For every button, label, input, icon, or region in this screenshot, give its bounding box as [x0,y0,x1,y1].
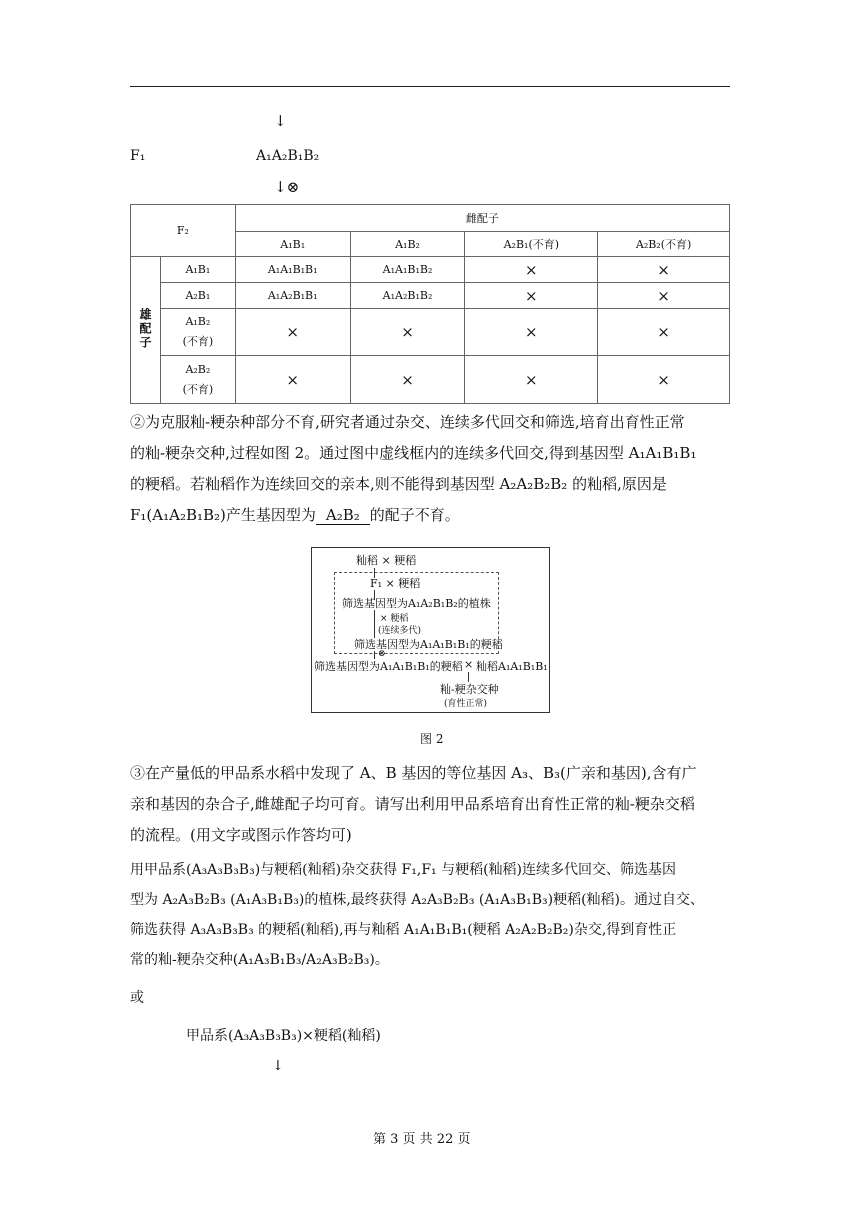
answer-line: 用甲品系(A₃A₃B₃B₃)与粳稻(籼稻)杂交获得 F₁,F₁ 与粳稻(籼稻)连续多代回交、筛选基因 [130,862,677,878]
fig-text: 筛选基因型为A₁A₂B₁B₂的植株 [342,597,491,610]
arrow-down: ↓ [272,1058,284,1074]
f1-label: F₁ [130,148,146,164]
q2-line: 的粳稻。若籼稻作为连续回交的亲本,则不能得到基因型 A₂A₂B₂B₂ 的籼稻,原因是 [130,475,667,493]
page-footer: 第 3 页 共 22 页 [373,1132,471,1147]
table-cell: A₁A₁B₁B₁ [235,257,350,283]
figure-caption: 图 2 [420,732,444,746]
col-header: A₂B₁(不育) [465,232,598,257]
row-header: A₁B₂ (不育) [160,309,235,356]
table-cell: A₁A₂B₁B₂ [350,283,465,309]
q3-line: 亲和基因的杂合子,雌雄配子均可育。请写出利用甲品系培育出育性正常的籼-粳杂交稻 [130,795,695,813]
f2-corner: F₂ [131,205,236,257]
fig-text: 筛选基因型为A₁A₁B₁B₁的粳稻 [314,660,463,673]
fig-text: (连续多代) [378,626,422,636]
q3-line: ③在产量低的甲品系水稻中发现了 A、B 基因的等位基因 A₃、B₃(广亲和基因),含有广 [130,764,697,782]
flow-line [374,610,375,638]
row-header: A₂B₂ (不育) [160,356,235,404]
fig-text: (育性正常) [444,699,488,709]
answer-line: 筛选获得 A₃A₃B₃B₃ 的粳稻(籼稻),再与籼稻 A₁A₁B₁B₁(粳稻 A₂A₂B₂B₂)杂交,得到育性正 [130,922,677,938]
q3-line: 的流程。(用文字或图示作答均可) [130,826,352,844]
self-cross-arrow: ↓⊗ [274,178,300,196]
fig-text: ⊗ [378,649,386,659]
table-cell: × [465,283,598,309]
table-cell: × [598,283,730,309]
header-rule [130,86,730,87]
fig-text: 筛选基因型为A₁A₁B₁B₁的粳稻 [354,638,503,651]
table-cell: A₁A₂B₁B₁ [235,283,350,309]
fig-text: × 粳稻 [380,614,409,624]
answer-line: 常的籼-粳杂交种(A₁A₃B₁B₃/A₂A₃B₂B₃)。 [130,952,389,968]
fig-text: 籼稻 × 粳稻 [356,554,417,567]
male-gamete-header: 雄配子 [131,257,161,404]
col-header: A₁B₂ [350,232,465,257]
fig-text: F₁ × 粳稻 [370,577,421,590]
table-cell: × [465,356,598,404]
answer-line: 甲品系(A₃A₃B₃B₃)×粳稻(籼稻) [186,1028,381,1044]
female-gamete-header: 雌配子 [235,205,729,232]
f1-genotype: A₁A₂B₁B₂ [256,148,320,164]
table-cell: A₁A₁B₁B₂ [350,257,465,283]
col-header: A₂B₂(不育) [598,232,730,257]
table-cell: × [235,356,350,404]
answer-line: 或 [130,990,144,1006]
punnett-table [130,204,730,404]
fig-text: × [464,658,474,671]
arrow-down: ↓ [274,112,287,130]
row-header: A₁B₁ [160,257,235,283]
answer-blank: A₂B₂ [316,506,370,525]
table-cell: × [350,309,465,356]
question-3 [130,758,740,851]
fig-text: 籼-粳杂交种 [440,683,499,696]
answer-block [130,855,745,1081]
col-header: A₁B₁ [235,232,350,257]
q2-line: ②为克服籼-粳杂种部分不育,研究者通过杂交、连续多代回交和筛选,培育出育性正常 [130,413,685,431]
table-cell: × [598,257,730,283]
fig-text: 籼稻A₁A₁B₁B₁ [476,660,548,673]
table-cell: × [598,309,730,356]
table-cell: × [350,356,465,404]
row-header: A₂B₁ [160,283,235,309]
table-cell: × [465,257,598,283]
table-cell: × [465,309,598,356]
table-cell: × [598,356,730,404]
answer-line: 型为 A₂A₃B₂B₃ (A₁A₃B₁B₃)的植株,最终获得 A₂A₃B₂B₃ (A₁A₃B₁B₃)粳稻(籼稻)。通过自交、 [130,892,705,908]
question-2 [130,407,740,531]
q2-line: 的籼-粳杂交种,过程如图 2。通过图中虚线框内的连续多代回交,得到基因型 A₁A₁B₁B₁ [130,444,697,462]
table-cell: × [235,309,350,356]
figure-2 [311,547,550,713]
q2-line: F₁(A₁A₂B₁B₂)产生基因型为 A₂B₂ 的配子不育。 [130,506,460,524]
